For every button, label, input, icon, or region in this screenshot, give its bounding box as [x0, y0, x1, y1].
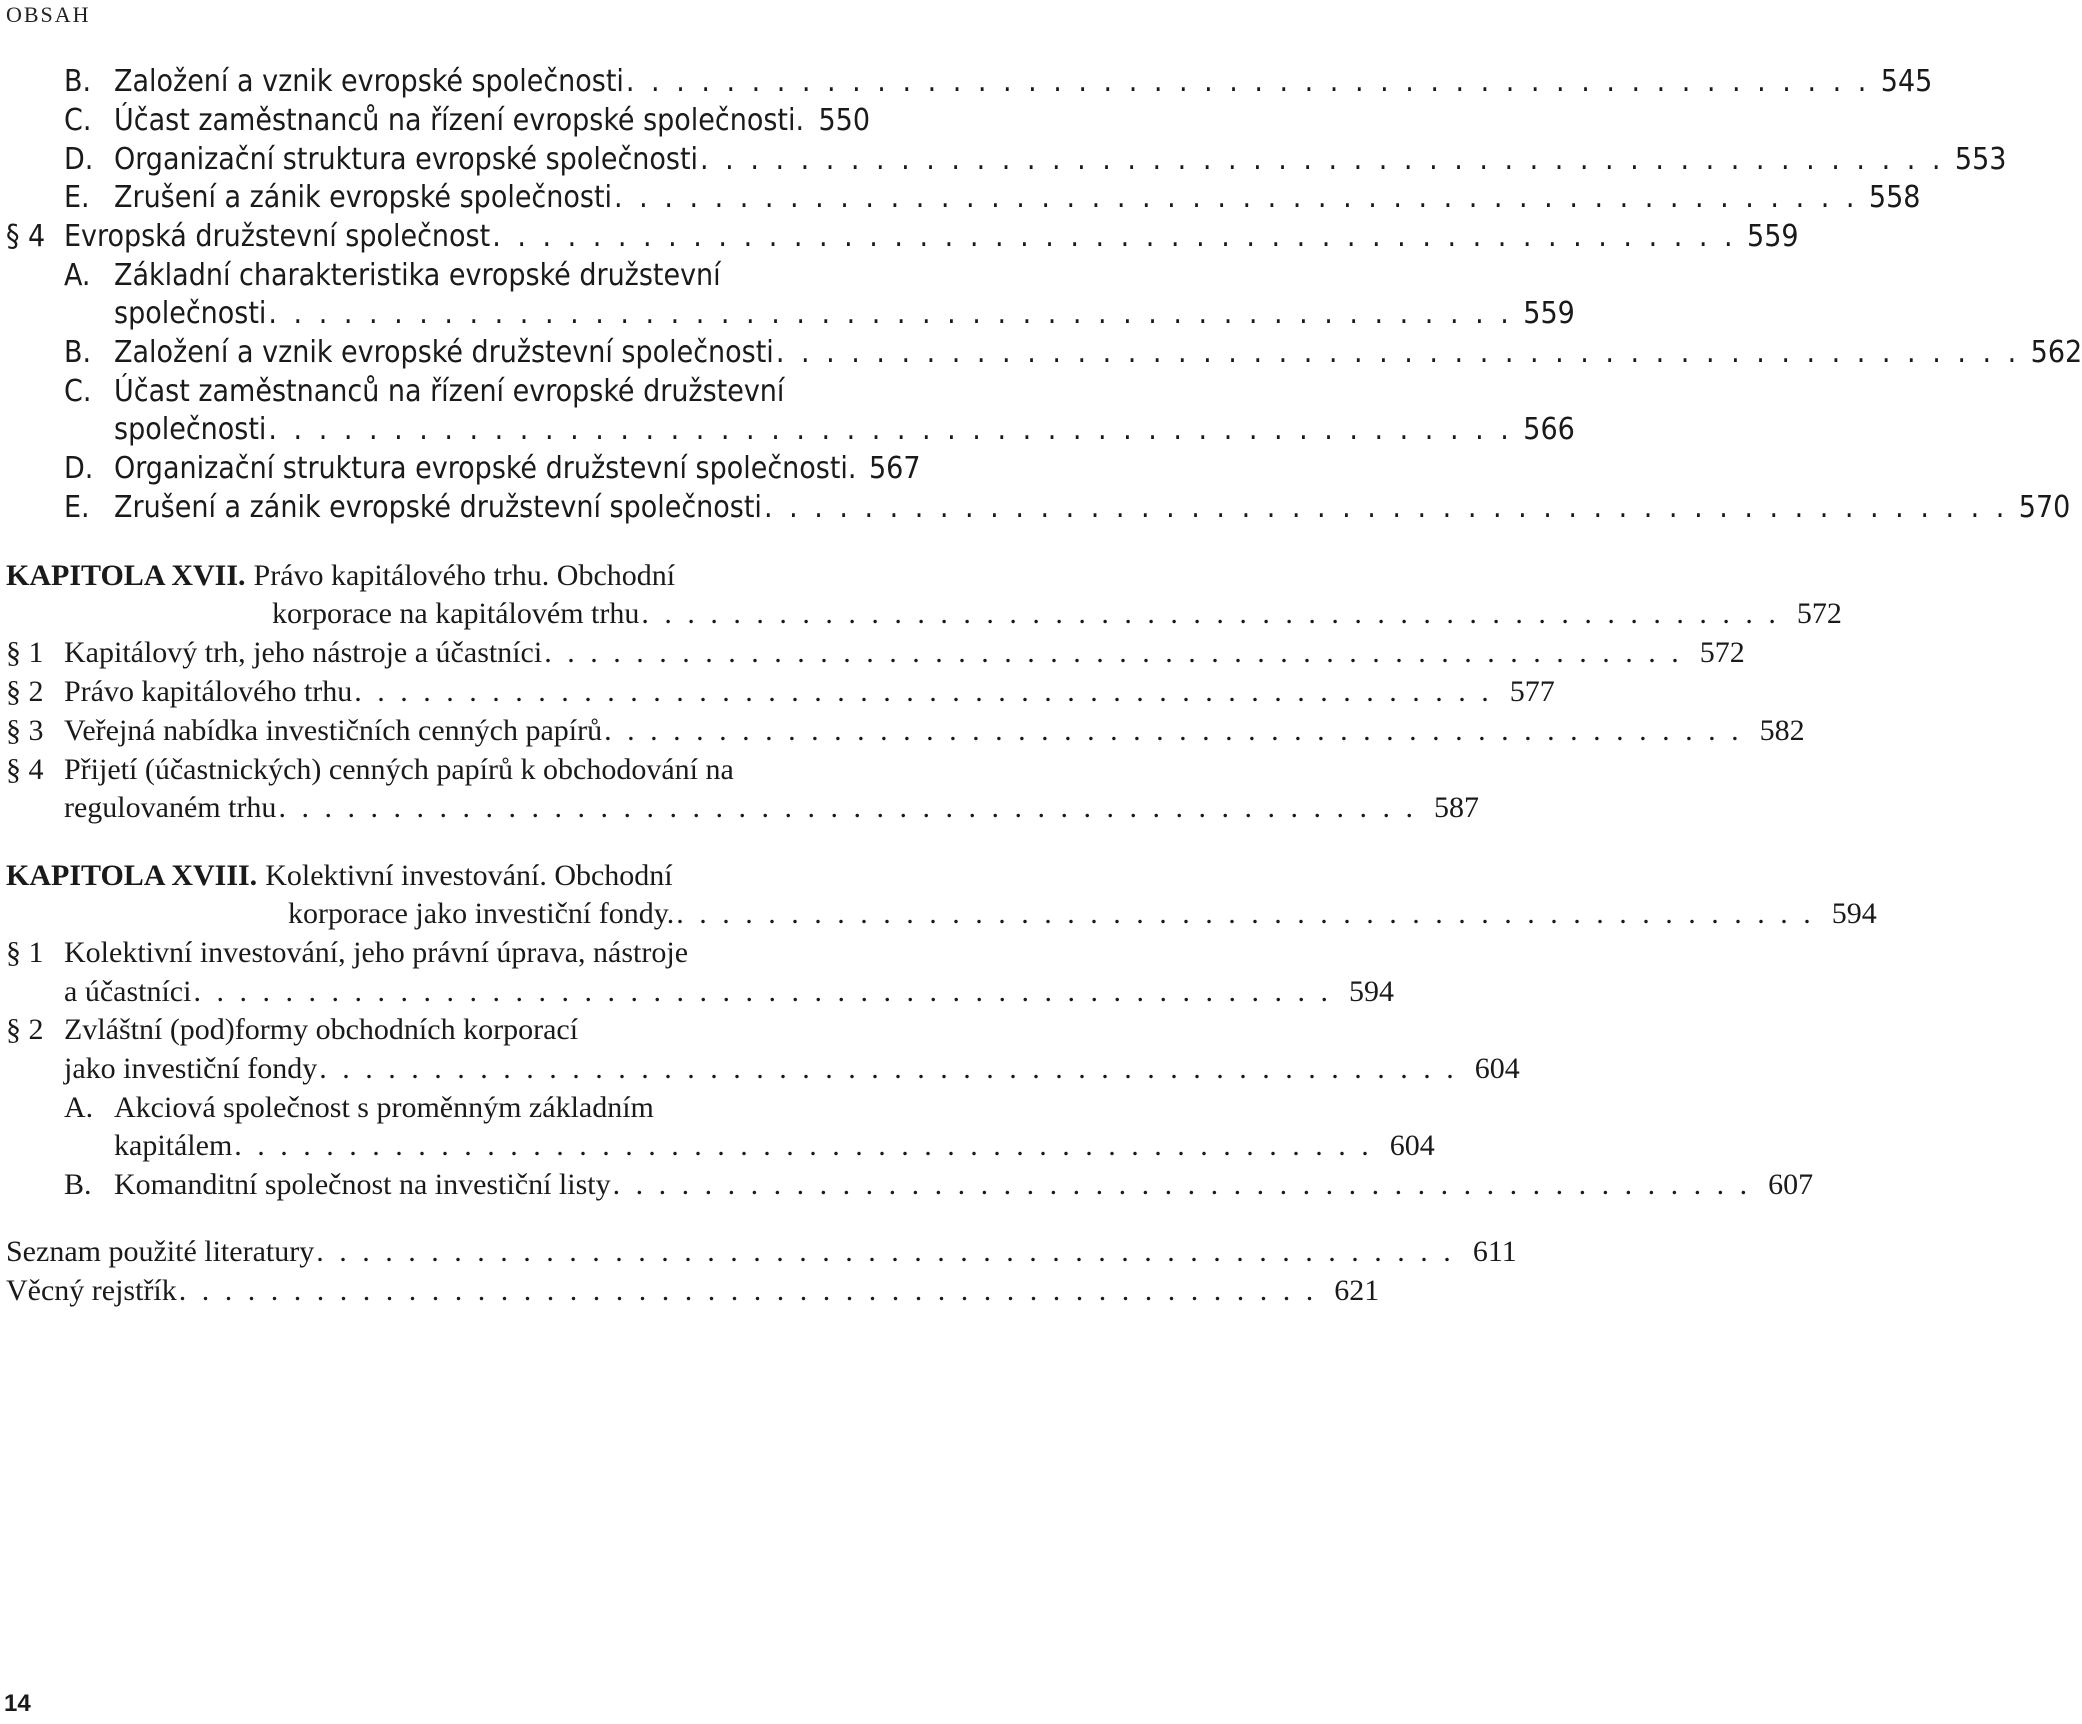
- chapter-number: KAPITOLA XVIII.: [6, 859, 258, 892]
- toc-title: a účastníci: [64, 975, 192, 1008]
- toc-title: Účast zaměstnanců na řízení evropské společnosti.: [114, 103, 805, 138]
- toc-marker: A.: [64, 1091, 94, 1124]
- toc-chapter-heading[interactable]: [6, 556, 870, 596]
- toc-title: Organizační struktura evropské družstevní společnosti.: [114, 451, 857, 486]
- toc-title: Zrušení a zánik evropské družstevní společnosti: [114, 490, 762, 525]
- toc-page-number: 621: [1334, 1274, 1380, 1307]
- toc-page-number: 594: [1831, 897, 1877, 930]
- toc-entry[interactable]: [6, 1232, 1517, 1272]
- toc-entry[interactable]: [64, 62, 1933, 102]
- toc-leader: . . . . . . . . . . . . . . . . . . . . . . . . . . . . . . . . . . . . . . . . . . . . . . . . . .: [319, 1052, 1458, 1085]
- toc-leader: . . . . . . . . . . . . . . . . . . . . . . . . . . . . . . . . . . . . . . . . . . . . . . . . . .: [268, 412, 1513, 447]
- toc-leader: . . . . . . . . . . . . . . . . . . . . . . . . . . . . . . . . . . . . . . . . . . . . . . . . . .: [614, 180, 1859, 215]
- toc-marker: D.: [64, 451, 94, 486]
- toc-title: Zvláštní (pod)formy obchodních korporací: [64, 1013, 579, 1046]
- toc-leader: . . . . . . . . . . . . . . . . . . . . . . . . . . . . . . . . . . . . . . . . . . . . . . . . . .: [604, 714, 1743, 747]
- toc-entry-continuation[interactable]: [114, 410, 1575, 450]
- toc-title: Přijetí (účastnických) cenných papírů k obchodování na: [64, 753, 734, 786]
- toc-entry[interactable]: [64, 140, 2007, 180]
- running-header: OBSAH: [6, 2, 91, 27]
- toc-marker: C.: [64, 103, 92, 138]
- toc-leader: . . . . . . . . . . . . . . . . . . . . . . . . . . . . . . . . . . . . . . . . . . . . . . . . . .: [676, 897, 1815, 930]
- toc-entry-continuation[interactable]: [64, 788, 1479, 828]
- toc-leader: . . . . . . . . . . . . . . . . . . . . . . . . . . . . . . . . . . . . . . . . . . . . . . . . . .: [641, 597, 1780, 630]
- toc-page-number: 553: [1954, 142, 2007, 177]
- toc-leader: . . . . . . . . . . . . . . . . . . . . . . . . . . . . . . . . . . . . . . . . . . . . . . . . . .: [612, 1168, 1752, 1201]
- toc-title: regulovaném trhu: [64, 791, 277, 824]
- toc-entry[interactable]: [6, 711, 1805, 751]
- toc-entry[interactable]: [64, 1088, 870, 1128]
- toc-page-number: 550: [818, 103, 870, 138]
- toc-entry[interactable]: [6, 217, 1799, 257]
- toc-page-number: 604: [1389, 1129, 1435, 1162]
- toc-entry[interactable]: [6, 1271, 1380, 1311]
- toc-entry[interactable]: [6, 633, 1745, 673]
- toc-title: kapitálem: [114, 1129, 233, 1162]
- toc-entry[interactable]: [64, 333, 2082, 373]
- toc-marker: B.: [64, 335, 92, 370]
- page-number: 14: [4, 1690, 31, 1717]
- toc-title: Akciová společnost s proměnným základním: [114, 1091, 654, 1124]
- toc-entry-continuation[interactable]: [114, 294, 1575, 334]
- chapter-number: KAPITOLA XVII.: [6, 559, 246, 592]
- toc-leader: . . . . . . . . . . . . . . . . . . . . . . . . . . . . . . . . . . . . . . . . . . . . . . . . . .: [234, 1129, 1373, 1162]
- toc-page-number: 545: [1880, 64, 1933, 99]
- toc-leader: . . . . . . . . . . . . . . . . . . . . . . . . . . . . . . . . . . . . . . . . . . . . . . . . . .: [775, 335, 2021, 370]
- toc-title: Kolektivní investování, jeho právní úprava, nástroje: [64, 936, 689, 969]
- toc-marker: § 4: [6, 219, 46, 254]
- toc-title: Seznam použité literatury: [6, 1235, 315, 1268]
- toc-entry[interactable]: [6, 933, 870, 973]
- toc-title: korporace jako investiční fondy.: [288, 897, 675, 930]
- toc-marker: § 4: [6, 753, 44, 786]
- toc-marker: B.: [64, 64, 92, 99]
- toc-entry[interactable]: [64, 256, 870, 296]
- toc-marker: B.: [64, 1168, 92, 1201]
- toc-leader: . . . . . . . . . . . . . . . . . . . . . . . . . . . . . . . . . . . . . . . . . . . . . . . . . .: [700, 142, 1945, 177]
- toc-marker: § 2: [6, 1013, 44, 1046]
- toc-page-number: 566: [1523, 412, 1575, 447]
- toc-leader: . . . . . . . . . . . . . . . . . . . . . . . . . . . . . . . . . . . . . . . . . . . . . . . . . .: [316, 1235, 1455, 1268]
- toc-title: Věcný rejstřík: [6, 1274, 177, 1307]
- toc-leader: . . . . . . . . . . . . . . . . . . . . . . . . . . . . . . . . . . . . . . . . . . . . . . . . . .: [354, 675, 1493, 708]
- toc-leader: . . . . . . . . . . . . . . . . . . . . . . . . . . . . . . . . . . . . . . . . . . . . . . . . . .: [763, 490, 2009, 525]
- toc-page-number: 562: [2030, 335, 2082, 370]
- toc-leader: . . . . . . . . . . . . . . . . . . . . . . . . . . . . . . . . . . . . . . . . . . . . . . . . . .: [278, 791, 1417, 824]
- toc-title: korporace na kapitálovém trhu: [272, 597, 640, 630]
- toc-page-number: 611: [1472, 1235, 1517, 1268]
- toc-leader: . . . . . . . . . . . . . . . . . . . . . . . . . . . . . . . . . . . . . . . . . . . . . . . . . .: [625, 64, 1871, 99]
- toc-page-number: 559: [1523, 296, 1575, 331]
- toc-marker: § 1: [6, 636, 44, 669]
- toc-page-number: 572: [1796, 597, 1842, 630]
- toc-page-number: 594: [1348, 975, 1394, 1008]
- toc-title: společnosti: [114, 296, 267, 331]
- toc-entry[interactable]: [64, 488, 2071, 528]
- toc-title: Komanditní společnost na investiční listy: [114, 1168, 611, 1201]
- toc-entry-continuation[interactable]: [114, 1126, 1435, 1166]
- toc-page-number: 582: [1759, 714, 1805, 747]
- toc-title: Organizační struktura evropské společnosti: [114, 142, 699, 177]
- toc-title: Základní charakteristika evropské družstevní: [114, 258, 721, 293]
- toc-leader: [806, 101, 808, 141]
- toc-title: Evropská družstevní společnost: [64, 219, 491, 254]
- toc-marker: D.: [64, 142, 94, 177]
- toc-title: Založení a vznik evropské družstevní společnosti: [114, 335, 774, 370]
- toc-title: Právo kapitálového trhu: [64, 675, 353, 708]
- toc-entry[interactable]: [6, 672, 1555, 712]
- toc-entry-continuation[interactable]: [64, 972, 1394, 1012]
- toc-title: Kolektivní investování. Obchodní: [265, 859, 673, 892]
- toc-marker: § 2: [6, 675, 44, 708]
- toc-entry[interactable]: [64, 1165, 1814, 1205]
- toc-marker: § 3: [6, 714, 44, 747]
- toc-leader: . . . . . . . . . . . . . . . . . . . . . . . . . . . . . . . . . . . . . . . . . . . . . . . . . .: [178, 1274, 1318, 1307]
- toc-leader: . . . . . . . . . . . . . . . . . . . . . . . . . . . . . . . . . . . . . . . . . . . . . . . . . .: [268, 296, 1513, 331]
- toc-marker: § 1: [6, 936, 44, 969]
- toc-page-number: 570: [2018, 490, 2071, 525]
- toc-page-number: 559: [1747, 219, 1799, 254]
- toc-marker: E.: [64, 490, 90, 525]
- toc-title: Kapitálový trh, jeho nástroje a účastníci: [64, 636, 543, 669]
- toc-entry-continuation[interactable]: [288, 894, 1877, 934]
- toc-entry[interactable]: [6, 750, 870, 790]
- toc-entry-continuation[interactable]: [64, 1049, 1520, 1089]
- toc-page-number: 577: [1509, 675, 1555, 708]
- toc-entry[interactable]: [6, 1010, 870, 1050]
- toc-title: Právo kapitálového trhu. Obchodní: [253, 559, 676, 592]
- toc-title: Veřejná nabídka investičních cenných papírů: [64, 714, 603, 747]
- toc-marker: C.: [64, 374, 92, 409]
- toc-leader: . . . . . . . . . . . . . . . . . . . . . . . . . . . . . . . . . . . . . . . . . . . . . . . . . .: [492, 219, 1737, 254]
- toc-page-number: 587: [1433, 791, 1479, 824]
- toc-page-number: 558: [1868, 180, 1921, 215]
- toc-entry[interactable]: [64, 372, 870, 412]
- toc-chapter-heading[interactable]: [6, 856, 870, 896]
- toc-title: Založení a vznik evropské společnosti: [114, 64, 624, 99]
- toc-page-number: 567: [868, 451, 921, 486]
- toc-entry[interactable]: [64, 449, 921, 489]
- toc-title: společnosti: [114, 412, 267, 447]
- toc-page-number: 604: [1474, 1052, 1520, 1085]
- toc-leader: . . . . . . . . . . . . . . . . . . . . . . . . . . . . . . . . . . . . . . . . . . . . . . . . . .: [193, 975, 1332, 1008]
- toc-title: Zrušení a zánik evropské společnosti: [114, 180, 613, 215]
- toc-title: Účast zaměstnanců na řízení evropské družstevní: [114, 374, 785, 409]
- toc-page-number: 572: [1699, 636, 1745, 669]
- toc-leader: . . . . . . . . . . . . . . . . . . . . . . . . . . . . . . . . . . . . . . . . . . . . . . . . . .: [544, 636, 1683, 669]
- toc-entry[interactable]: [64, 101, 870, 141]
- toc-entry[interactable]: [64, 178, 1921, 218]
- toc-marker: A.: [64, 258, 91, 293]
- toc-marker: E.: [64, 180, 90, 215]
- toc-title: jako investiční fondy: [64, 1052, 318, 1085]
- toc-page-number: 607: [1768, 1168, 1814, 1201]
- toc-entry-continuation[interactable]: [272, 594, 1842, 634]
